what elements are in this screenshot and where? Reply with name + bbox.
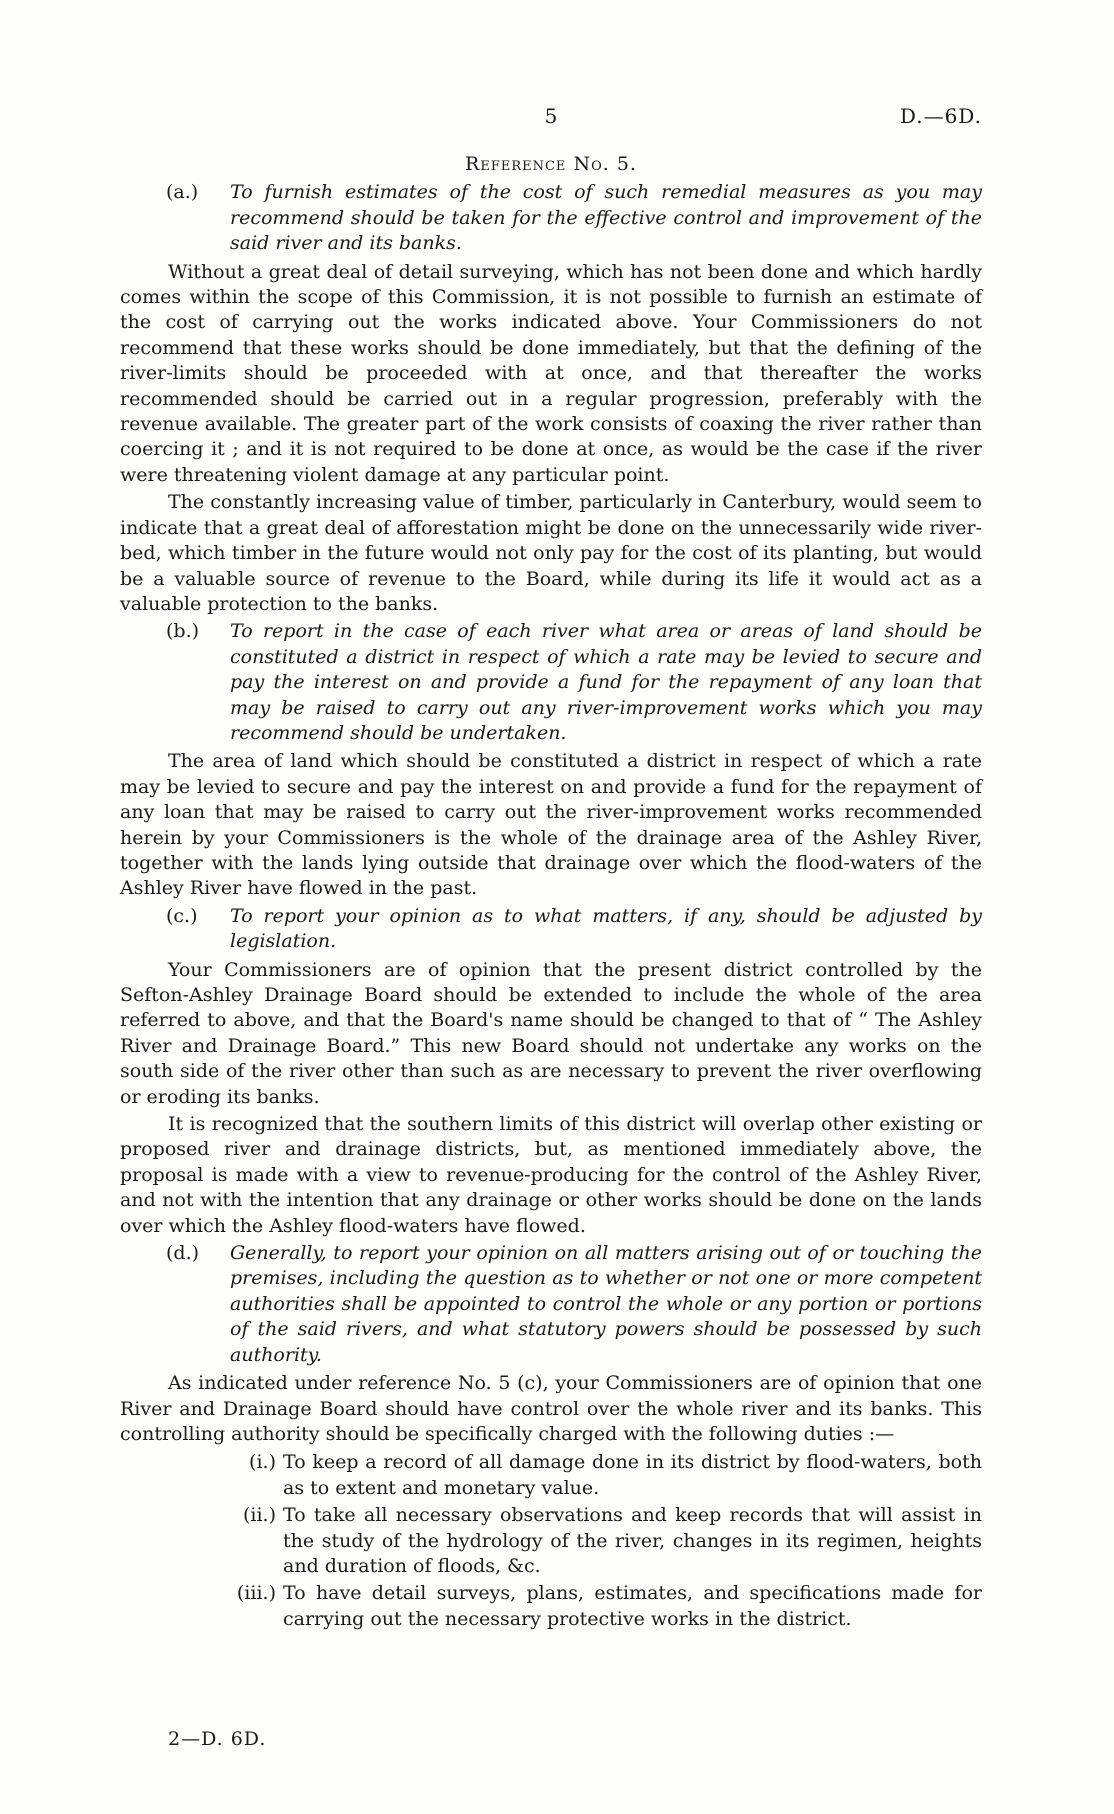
reference-title: Reference No. 5.: [465, 153, 637, 175]
question-text: To report your opinion as to what matters, if any, should be adjusted by legislation.: [230, 904, 982, 953]
duty-text: To keep a record of all damage done in its district by flood-waters, both as to extent and monetary value.: [283, 1451, 982, 1499]
duty-item: [120, 1503, 982, 1579]
duty-item: [120, 1581, 982, 1632]
duty-text: To have detail surveys, plans, estimates, and specifications made for carrying out the necessary protective works in the district.: [283, 1582, 982, 1630]
page-content: [120, 152, 982, 1634]
question-c: [120, 904, 982, 955]
question-label: (b.): [166, 620, 200, 643]
question-text: To report in the case of each river what area or areas of land should be constituted a district in respect of which a rate may be levied to secure and pay the interest on and provide a fund for the repayment of any loan that may be raised to carry out any river-improvement works which you may recommend should be undertaken.: [230, 620, 982, 744]
duty-label: (ii.): [242, 1504, 276, 1527]
signature-mark: 2—D. 6D.: [168, 1728, 267, 1750]
paragraph: Your Commissioners are of opinion that the present district controlled by the Sefton-Ashley Drainage Board should be extended to include the whole of the area referred to above, and that the Board's name should be changed to that of “ The Ashley River and Drainage Board.” This new Board should not undertake any works on the south side of the river other than such as are necessary to prevent the river overflowing or eroding its banks.: [120, 958, 982, 1108]
page-header: [120, 104, 982, 134]
paragraph: Without a great deal of detail surveying, which has not been done and which hardly comes within the scope of this Commission, it is not possible to furnish an estimate of the cost of carrying out the works indicated above. Your Commissioners do not recommend that these works should be done immediately, but that the defining of the river-limits should be proceeded with at once, and that thereafter the works recommended should be carried out in a regular progression, preferably with the revenue available. The greater part of the work consists of coaxing the river rather than coercing it ; and it is not required to be done at once, as would be the case if the river were threatening violent damage at any particular point.: [120, 260, 982, 486]
question-text: To furnish estimates of the cost of such remedial measures as you may recommend should be taken for the effective control and improvement of the said river and its banks.: [230, 181, 982, 255]
paragraph: As indicated under reference No. 5 (c), your Commissioners are of opinion that one River and Drainage Board should have control over the whole river and its banks. This controlling authority should be specifically charged with the following duties :—: [120, 1372, 982, 1445]
question-label: (d.): [166, 1242, 200, 1265]
paragraph: It is recognized that the southern limits of this district will overlap other existing or proposed river and drainage districts, but, as mentioned immediately above, the proposal is made with a view to revenue-producing for the control of the Ashley River, and not with the intention that any drainage or other works should be done on the lands over which the Ashley flood-waters have flowed.: [120, 1113, 982, 1237]
question-b: [120, 619, 982, 746]
duty-label: (iii.): [236, 1582, 276, 1605]
duty-item: [120, 1450, 982, 1501]
document-code: D.—6D.: [899, 104, 982, 128]
paragraph: The area of land which should be constituted a district in respect of which a rate may be levied to secure and pay the interest on and provide a fund for the repayment of any loan that may be raised to carry out the river-improvement works recommended herein by your Commissioners is the whole of the drainage area of the Ashley River, together with the lands lying outside that drainage over which the flood-waters of the Ashley River have flowed in the past.: [120, 750, 982, 900]
duty-text: To take all necessary observations and keep records that will assist in the study of the hydrology of the river, changes in its regimen, heights and duration of floods, &c.: [283, 1504, 982, 1577]
question-label: (a.): [166, 181, 199, 204]
question-d: [120, 1241, 982, 1368]
duty-label: (i.): [249, 1451, 276, 1474]
question-text: Generally, to report your opinion on all matters arising out of or touching the premises, including the question as to whether or not one or more competent authorities shall be appointed to control the whole or any portion or portions of the said rivers, and what statutory powers should be possessed by such authority.: [230, 1242, 982, 1366]
page-number: 5: [544, 104, 558, 128]
question-a: [120, 180, 982, 256]
duties-list: [120, 1450, 982, 1632]
paragraph: The constantly increasing value of timber, particularly in Canterbury, would seem to indicate that a great deal of afforestation might be done on the unnecessarily wide river-bed, which timber in the future would not only pay for the cost of its planting, but would be a valuable source of revenue to the Board, while during its life it would act as a valuable protection to the banks.: [120, 491, 982, 615]
question-label: (c.): [166, 904, 198, 927]
